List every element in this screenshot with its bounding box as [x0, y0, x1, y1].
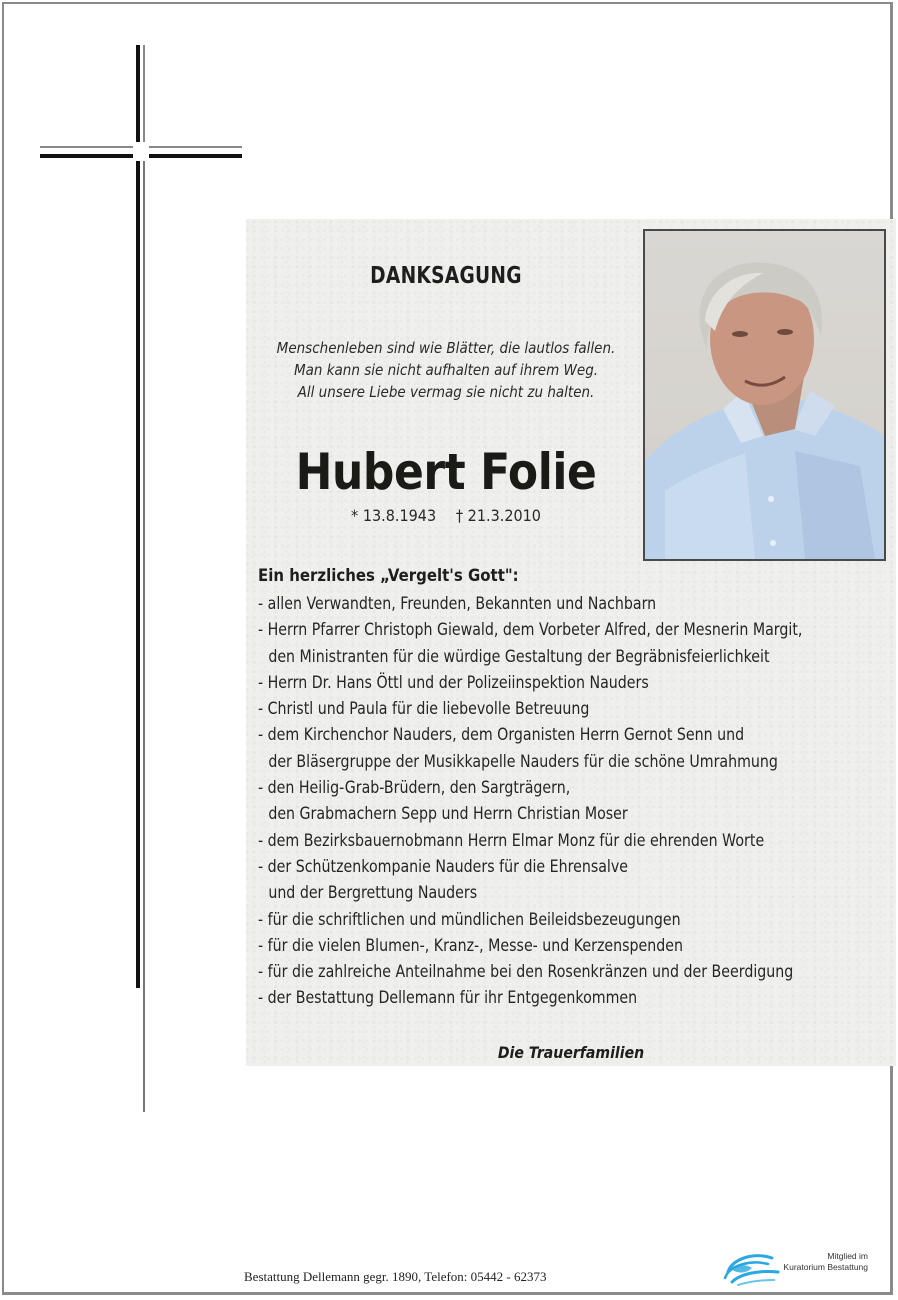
cross-lower-gray-bar — [143, 161, 145, 1112]
list-item: - dem Kirchenchor Nauders, dem Organisten Herrn Gernot Senn und — [258, 725, 745, 745]
list-item: - Herrn Pfarrer Christoph Giewald, dem Vorbeter Alfred, der Mesnerin Margit, — [258, 620, 803, 640]
list-item-continuation: und der Bergrettung Nauders — [268, 883, 478, 903]
portrait-photo — [643, 229, 886, 561]
list-item: - allen Verwandten, Freunden, Bekannten und Nachbarn — [258, 594, 657, 613]
logo-line-2: Kuratorium Bestattung — [783, 1262, 868, 1272]
logo-text — [782, 1251, 868, 1273]
list-item: - der Bestattung Dellemann für ihr Entgegenkommen — [258, 988, 638, 1008]
list-item-continuation: der Bläsergruppe der Musikkapelle Nauders für die schöne Umrahmung — [268, 751, 778, 771]
life-dates — [266, 506, 626, 525]
list-item: - den Heilig-Grab-Brüdern, den Sargträgern, — [258, 778, 571, 798]
list-item: - dem Bezirksbauernobmann Herrn Elmar Monz für die ehrenden Worte — [258, 830, 765, 850]
poem-line: Man kann sie nicht aufhalten auf ihrem Weg. — [293, 361, 599, 379]
thanks-list — [258, 591, 877, 1012]
signature: Die Trauerfamilien — [497, 1043, 645, 1062]
list-item: - Christl und Paula für die liebevolle Betreuung — [258, 699, 590, 719]
logo-line-1: Mitglied im — [827, 1251, 868, 1261]
newspaper-clipping — [246, 219, 896, 1066]
deceased-name: Hubert Folie — [295, 443, 597, 501]
cross-right-gray-bar — [149, 146, 242, 148]
cross-lower-dark-bar — [136, 161, 140, 988]
cross-right-dark-bar — [149, 154, 242, 158]
list-item: - der Schützenkompanie Nauders für die Ehrensalve — [258, 856, 629, 876]
death-date: † 21.3.2010 — [455, 506, 541, 525]
portrait-image — [645, 231, 884, 559]
cross-left-gray-bar — [40, 146, 133, 148]
poem-line: All unsere Liebe vermag sie nicht zu halten. — [297, 383, 595, 401]
list-item: - für die zahlreiche Anteilnahme bei den Rosenkränzen und der Beerdigung — [258, 962, 794, 982]
cross-upper-gray-bar — [143, 45, 145, 142]
list-item: - für die vielen Blumen-, Kranz-, Messe- und Kerzenspenden — [258, 935, 684, 955]
list-item: - Herrn Dr. Hans Öttl und der Polizeiinspektion Nauders — [258, 672, 649, 692]
cross-upper-dark-bar — [136, 45, 140, 142]
list-item-continuation: den Grabmachern Sepp und Herrn Christian Moser — [268, 804, 628, 824]
poem — [246, 337, 646, 403]
thanks-intro: Ein herzliches „Vergelt's Gott": — [258, 566, 519, 586]
birth-date: * 13.8.1943 — [351, 506, 437, 525]
funeral-home-info: Bestattung Dellemann gegr. 1890, Telefon: 05442 - 62373 — [244, 1269, 547, 1284]
heading-danksagung: DANKSAGUNG — [370, 263, 522, 289]
kuratorium-logo — [722, 1248, 872, 1288]
cross-left-dark-bar — [40, 154, 133, 158]
list-item-continuation: den Ministranten für die würdige Gestaltung der Begräbnisfeierlichkeit — [268, 646, 770, 666]
swirl-logo-icon — [722, 1248, 784, 1288]
list-item: - für die schriftlichen und mündlichen Beileidsbezeugungen — [258, 909, 681, 929]
poem-line: Menschenleben sind wie Blätter, die lautlos fallen. — [276, 339, 616, 357]
